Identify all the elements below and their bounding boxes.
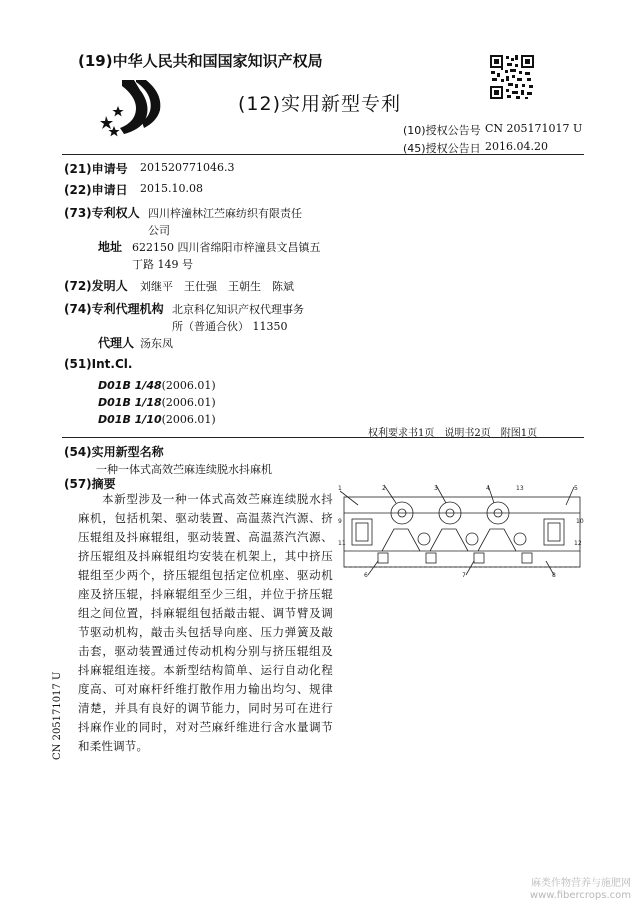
ipc-code: D01B 1/10 [98, 413, 162, 426]
page-counts: 权利要求书1页 说明书2页 附图1页 [368, 428, 538, 439]
drawing-label: 2 [382, 485, 386, 492]
patentee-line1: 四川梓潼林江苎麻纺织有限责任 [148, 207, 302, 220]
inventor-label: (72)发明人 [64, 279, 128, 293]
ipc-label: (51)Int.Cl. [64, 357, 133, 371]
drawing-label: 5 [574, 485, 578, 492]
ipc-code: D01B 1/18 [98, 396, 162, 409]
title-label: (54)实用新型名称 [64, 445, 164, 459]
drawing-label: 11 [338, 540, 346, 547]
office-name: (19)中华人民共和国国家知识产权局 [78, 52, 323, 70]
agency-line2: 所（普通合伙） 11350 [172, 320, 288, 333]
drawing-label: 6 [364, 572, 368, 578]
drawing-label: 12 [574, 540, 582, 547]
patentee-label: (73)专利权人 [64, 206, 140, 220]
ipc-year: (2006.01) [161, 379, 216, 392]
pub-date: 2016.04.20 [485, 140, 548, 153]
agent: 汤东凤 [140, 337, 173, 350]
drawing-label: 10 [576, 518, 584, 525]
utility-model-title: 一种一体式高效苎麻连续脱水抖麻机 [96, 463, 272, 476]
app-no-label: (21)申请号 [64, 162, 128, 176]
address-line2: 丁路 149 号 [132, 258, 193, 271]
abstract-text: 本新型涉及一种一体式高效苎麻连续脱水抖麻机，包括机架、驱动装置、高温蒸汽汽源、挤压辊组及抖麻辊组，驱动装置、高温蒸汽汽源、挤压辊组及抖麻辊组均安装在机架上，其中挤压辊组至少两个，挤压辊组包括定位机座、驱动机座及挤压辊，抖麻辊组至少三组，并位于挤压辊组之间位置，抖麻辊组包括敲击辊、调节臂及调节驱动机构，敲击头包括导向座、压力弹簧及敲击套，驱动装置通过传动机构分别与挤压辊组及抖麻辊组连接。本新型结构简单、运行自动化程度高、可对麻杆纤维打散作用力输出均匀、规律清楚，并具有良好的调节能力，同时另可在进行抖麻作业的同时，对对苎麻纤维进行含水量调节和柔性调节。 [78, 492, 333, 753]
drawing-label: 13 [516, 485, 524, 492]
abstract-drawing [338, 483, 584, 578]
pub-date-label: (45)授权公告日 [403, 142, 481, 155]
drawing-label: 8 [552, 572, 556, 578]
app-no: 201520771046.3 [140, 161, 235, 174]
ipc-year: (2006.01) [161, 396, 216, 409]
agency-line1: 北京科亿知识产权代理事务 [172, 303, 304, 316]
pub-no-label: (10)授权公告号 [403, 124, 481, 137]
header-divider [62, 154, 584, 155]
agency-label: (74)专利代理机构 [64, 302, 164, 316]
inventors: 刘继平 王仕强 王朝生 陈斌 [140, 280, 294, 293]
ipc-code: D01B 1/48 [98, 379, 162, 392]
qr-code-icon [489, 54, 535, 100]
address-label: 地址 [98, 240, 123, 254]
drawing-label: 7 [462, 572, 466, 578]
filing-date: 2015.10.08 [140, 182, 203, 195]
filing-date-label: (22)申请日 [64, 183, 128, 197]
agent-label: 代理人 [98, 336, 135, 350]
ipc-year: (2006.01) [161, 413, 216, 426]
cnipa-logo-icon [100, 76, 170, 138]
patentee-line2: 公司 [148, 224, 170, 237]
bib-divider [62, 437, 584, 438]
drawing-label: 4 [486, 485, 490, 492]
drawing-label: 9 [338, 518, 342, 525]
pub-no: CN 205171017 U [485, 122, 583, 135]
drawing-label: 1 [338, 485, 342, 492]
document-type: (12)实用新型专利 [238, 93, 402, 115]
abstract-label: (57)摘要 [64, 477, 116, 491]
watermark: 麻类作物营养与施肥网 www.fibercrops.com [529, 878, 631, 901]
side-publication-number: CN 205171017 U [52, 671, 63, 760]
ipc-entry [98, 408, 216, 427]
address-line1: 622150 四川省绵阳市梓潼县文昌镇五 [132, 241, 321, 254]
drawing-label: 3 [434, 485, 438, 492]
